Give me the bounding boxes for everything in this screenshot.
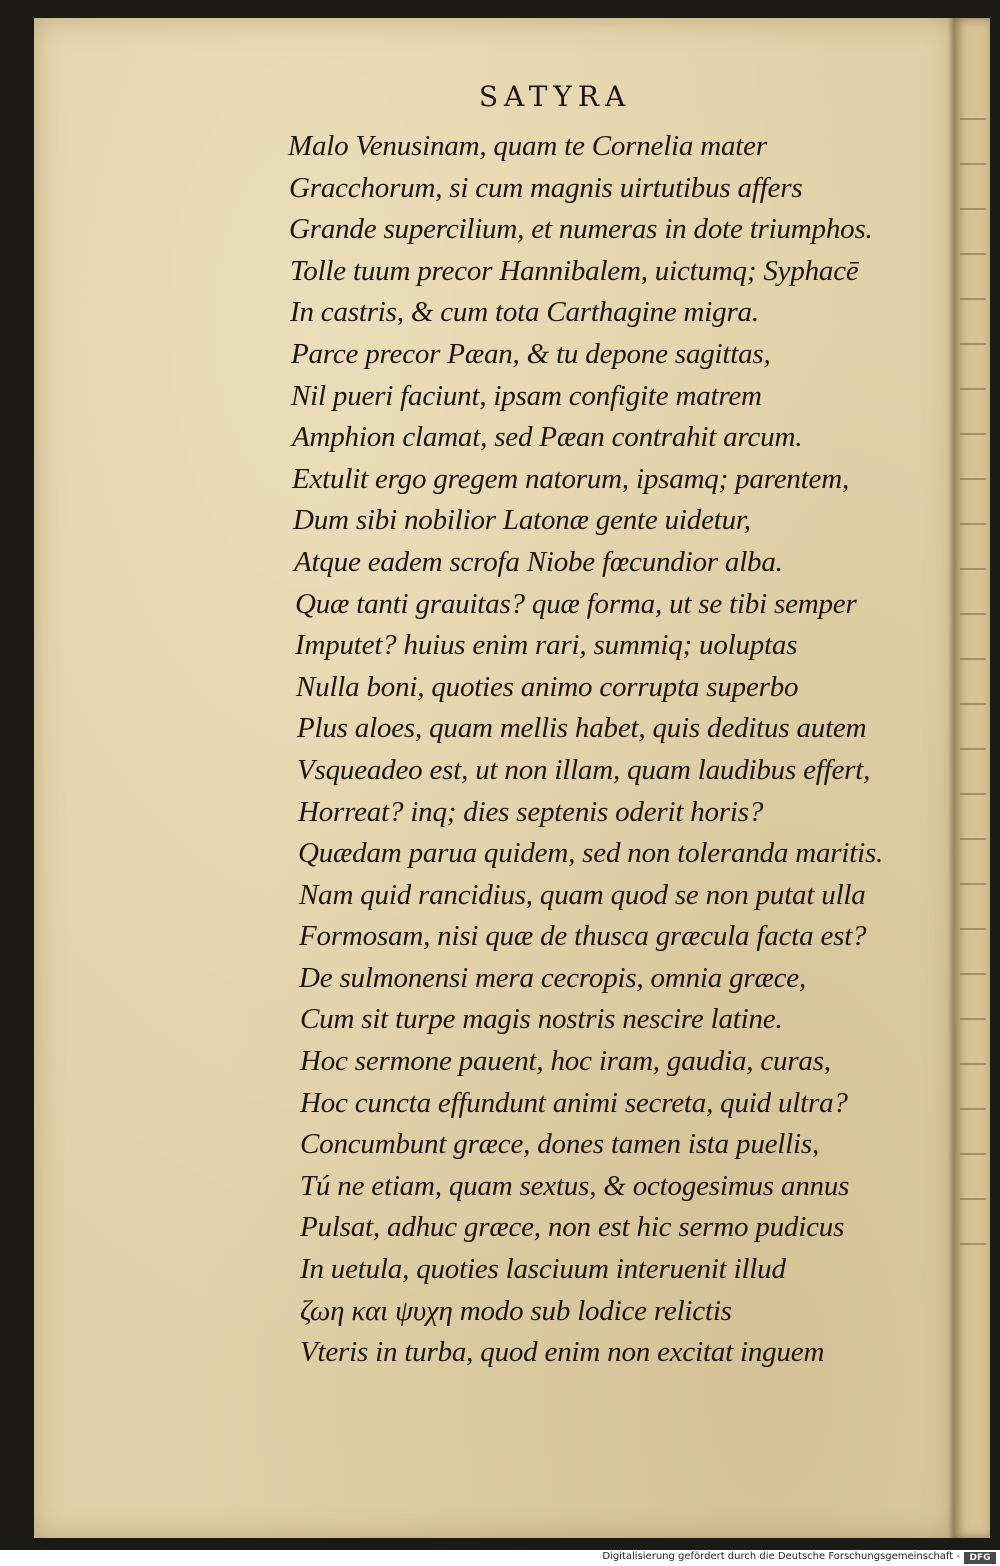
- verse-line: Hoc sermone pauent, hoc iram, gaudia, curas,: [300, 1045, 831, 1078]
- verse-line: Nulla boni, quoties animo corrupta superbo: [296, 670, 799, 703]
- page-header: [0, 80, 1000, 113]
- verse-line: Quædam parua quidem, sed non toleranda maritis.: [298, 837, 884, 870]
- verse-line: In uetula, quoties lasciuum interuenit illud: [300, 1253, 786, 1286]
- digitization-footer: [0, 1550, 1000, 1566]
- facing-page-edge: [954, 18, 990, 1538]
- verse-line: In castris, & cum tota Carthagine migra.: [290, 296, 759, 329]
- verse-line: ζωη και ψυχη modo sub lodice relictis: [300, 1294, 732, 1327]
- verse-line: Hoc cuncta effundunt animi secreta, quid ultra?: [300, 1086, 848, 1119]
- verse-block: [288, 126, 948, 1374]
- verse-line: Extulit ergo gregem natorum, ipsamq; parentem,: [292, 462, 850, 495]
- running-title: SATYRA: [478, 80, 632, 113]
- verse-line: Grande supercilium, et numeras in dote triumphos.: [289, 213, 873, 246]
- facing-page-line: [960, 298, 986, 310]
- verse-line: Amphion clamat, sed Pæan contrahit arcum.: [292, 421, 803, 454]
- facing-page-line: [960, 1243, 986, 1255]
- facing-page-line: [960, 523, 986, 535]
- facing-page-line: [960, 973, 986, 985]
- facing-page-line: [960, 1108, 986, 1120]
- funding-credit: Digitalisierung gefördert durch die Deutsche Forschungsgemeinschaft -: [602, 1551, 960, 1562]
- verse-line: Vsqueadeo est, ut non illam, quam laudibus effert,: [297, 753, 871, 786]
- verse-line: Tolle tuum precor Hannibalem, uictumq; Syphacē: [290, 254, 859, 287]
- verse-line: Imputet? huius enim rari, summiq; uoluptas: [295, 629, 798, 662]
- facing-page-line: [960, 928, 986, 940]
- verse-line: Tú ne etiam, quam sextus, & octogesimus annus: [300, 1169, 850, 1202]
- facing-page-line: [960, 253, 986, 265]
- verse-line: Parce precor Pæan, & tu depone sagittas,: [291, 337, 771, 370]
- facing-page-line: [960, 478, 986, 490]
- facing-page-line: [960, 343, 986, 355]
- dfg-logo: DFG: [964, 1552, 996, 1564]
- facing-page-line: [960, 1018, 986, 1030]
- verse-line: Gracchorum, si cum magnis uirtutibus affers: [289, 171, 803, 204]
- facing-page-line: [960, 433, 986, 445]
- verse-line: Formosam, nisi quæ de thusca græcula facta est?: [299, 920, 867, 953]
- facing-page-line: [960, 208, 986, 220]
- facing-page-line: [960, 793, 986, 805]
- verse-line: Cum sit turpe magis nostris nescire latine.: [300, 1003, 783, 1036]
- facing-page-line: [960, 163, 986, 175]
- verse-line: Horreat? inq; dies septenis oderit horis?: [298, 795, 764, 828]
- facing-page-line: [960, 883, 986, 895]
- verse-line: Concumbunt græce, dones tamen ista puellis,: [300, 1128, 819, 1161]
- facing-page-line: [960, 118, 986, 130]
- verse-line: De sulmonensi mera cecropis, omnia græce,: [299, 961, 807, 994]
- facing-page-line: [960, 703, 986, 715]
- facing-page-line: [960, 568, 986, 580]
- facing-page-line: [960, 658, 986, 670]
- facing-page-line: [960, 388, 986, 400]
- verse-line: Plus aloes, quam mellis habet, quis deditus autem: [297, 712, 867, 745]
- verse-line: Vteris in turba, quod enim non excitat inguem: [300, 1336, 825, 1369]
- verse-line: Nam quid rancidius, quam quod se non putat ulla: [299, 878, 866, 911]
- facing-page-line: [960, 748, 986, 760]
- facing-page-line: [960, 613, 986, 625]
- verse-line: Atque eadem scrofa Niobe fœcundior alba.: [294, 545, 783, 578]
- facing-page-line: [960, 1063, 986, 1075]
- verse-line: Nil pueri faciunt, ipsam configite matrem: [291, 379, 762, 412]
- verse-line: Malo Venusinam, quam te Cornelia mater: [288, 130, 767, 162]
- verse-line: Dum sibi nobilior Latonæ gente uidetur,: [293, 504, 751, 537]
- facing-page-line: [960, 1153, 986, 1165]
- facing-page-line: [960, 838, 986, 850]
- facing-page-line: [960, 1198, 986, 1210]
- verse-line: Pulsat, adhuc græce, non est hic sermo pudicus: [300, 1211, 845, 1244]
- verse-line: Quæ tanti grauitas? quæ forma, ut se tibi semper: [295, 587, 857, 620]
